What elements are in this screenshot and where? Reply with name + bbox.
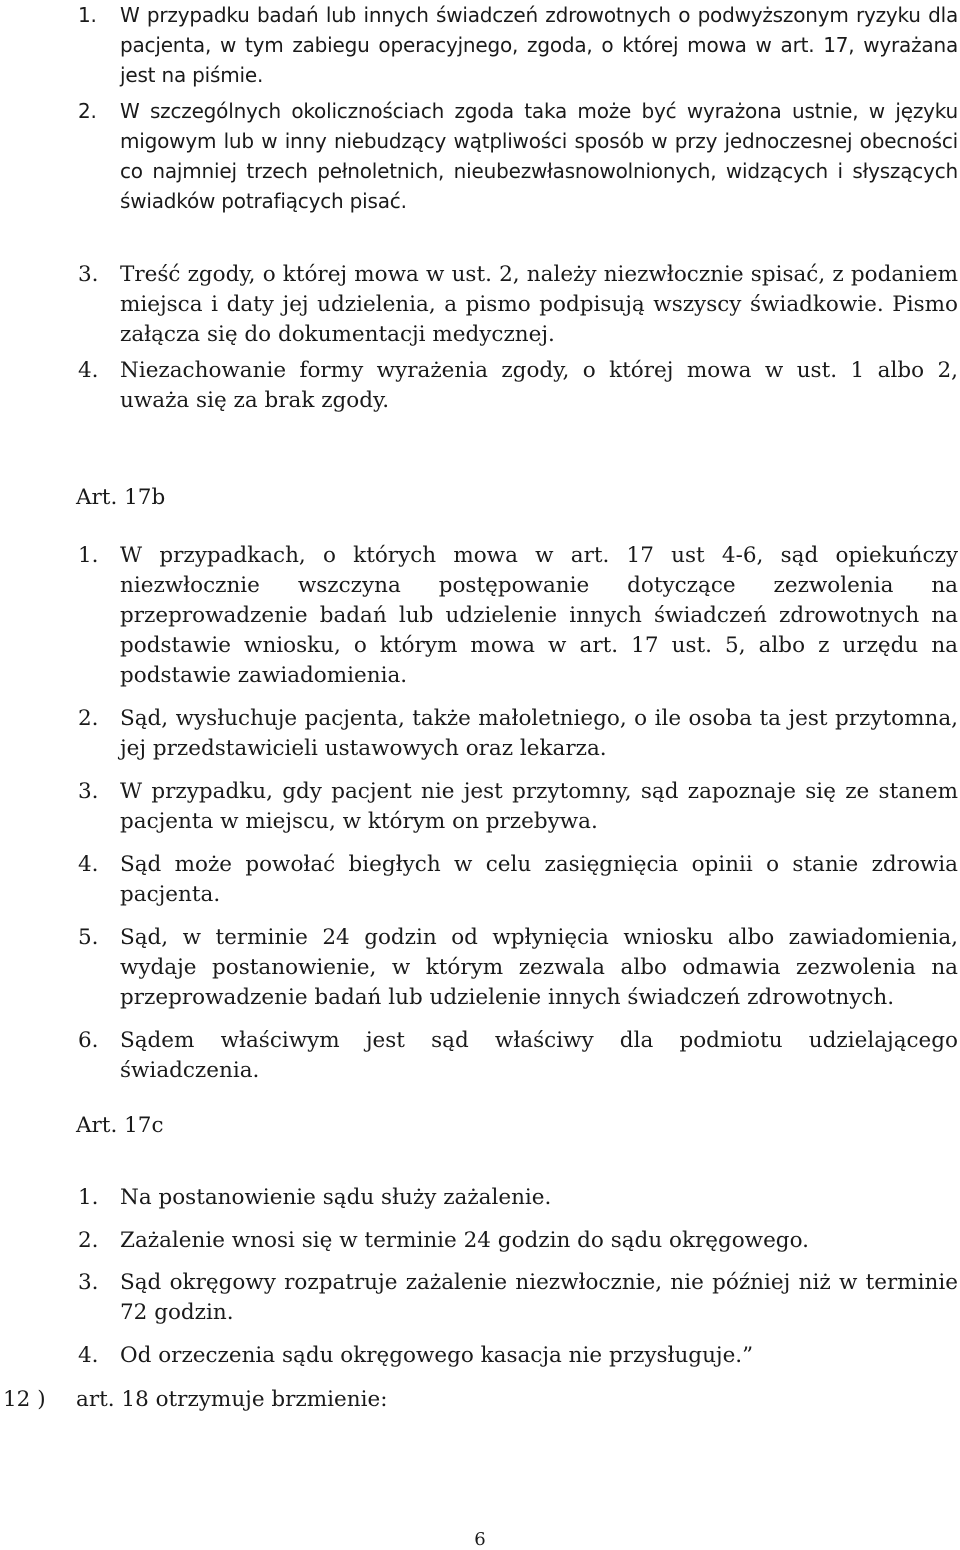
article-17c-heading: Art. 17c — [76, 1113, 164, 1138]
item-text: Zażalenie wnosi się w terminie 24 godzin do sądu okręgowego. — [120, 1228, 809, 1253]
item-text: Na postanowienie sądu służy zażalenie. — [120, 1185, 552, 1210]
list-item — [0, 1183, 960, 1213]
list-item — [0, 850, 960, 910]
list-item — [0, 260, 960, 350]
item-number: 2. — [78, 1228, 99, 1253]
item-text: W przypadkach, o których mowa w art. 17 ust 4-6, sąd opiekuńczy niezwłocznie wszczyna postępowanie dotyczące zezwolenia na przeprowadzenie badań lub udzielenie innych świadczeń zdrowotnych na podstawie wniosku, o którym mowa w art. 17 ust. 5, albo z urzędu na podstawie zawiadomienia. — [120, 543, 958, 688]
item-number: 1. — [78, 543, 99, 568]
list-item — [0, 541, 960, 691]
item-number: 4. — [78, 852, 99, 877]
amendment-text: art. 18 otrzymuje brzmienie: — [76, 1387, 388, 1412]
item-number: 1. — [78, 3, 97, 27]
list-item — [0, 0, 960, 90]
list-item — [0, 1341, 960, 1371]
item-number: 3. — [78, 779, 99, 804]
item-text: Sąd okręgowy rozpatruje zażalenie niezwłocznie, nie później niż w terminie 72 godzin. — [120, 1270, 958, 1325]
item-number: 3. — [78, 262, 99, 287]
list-item — [0, 356, 960, 416]
item-text: Sąd może powołać biegłych w celu zasięgnięcia opinii o stanie zdrowia pacjenta. — [120, 852, 958, 907]
item-text: Sąd, wysłuchuje pacjenta, także małoletniego, o ile osoba ta jest przytomna, jej przedstawicieli ustawowych oraz lekarza. — [120, 706, 958, 761]
item-number: 2. — [78, 706, 99, 731]
item-text: W przypadku badań lub innych świadczeń zdrowotnych o podwyższonym ryzyku dla pacjenta, w tym zabiegu operacyjnego, zgoda, o której mowa w art. 17, wyrażana jest na piśmie. — [120, 3, 958, 87]
item-text: Sąd, w terminie 24 godzin od wpłynięcia wniosku albo zawiadomienia, wydaje postanowienie, w którym zezwala albo odmawia zezwolenia na przeprowadzenie badań lub udzielenie innych świadczeń zdrowotnych. — [120, 925, 958, 1010]
list-item — [0, 923, 960, 1013]
amendment-number: 12 ) — [3, 1387, 46, 1412]
list-item — [0, 96, 960, 256]
section-a-list — [0, 0, 960, 416]
article-17b-list — [0, 541, 960, 1086]
list-item — [0, 777, 960, 837]
list-item — [0, 1226, 960, 1256]
item-text: Treść zgody, o której mowa w ust. 2, należy niezwłocznie spisać, z podaniem miejsca i daty jej udzielenia, a pismo podpisują wszyscy świadkowie. Pismo załącza się do dokumentacji medycznej. — [120, 262, 958, 347]
page-number: 6 — [474, 1529, 486, 1550]
item-text: W przypadku, gdy pacjent nie jest przytomny, sąd zapoznaje się ze stanem pacjenta w miejscu, w którym on przebywa. — [120, 779, 958, 834]
item-number: 6. — [78, 1028, 99, 1053]
list-item — [0, 1026, 960, 1086]
item-number: 4. — [78, 358, 99, 383]
item-number: 4. — [78, 1343, 99, 1368]
item-number: 5. — [78, 925, 99, 950]
item-number: 3. — [78, 1270, 99, 1295]
list-item — [0, 704, 960, 764]
item-text: Niezachowanie formy wyrażenia zgody, o której mowa w ust. 1 albo 2, uważa się za brak zgody. — [120, 358, 958, 413]
item-number: 1. — [78, 1185, 99, 1210]
item-number: 2. — [78, 99, 97, 123]
item-text: Od orzeczenia sądu okręgowego kasacja nie przysługuje.” — [120, 1343, 754, 1368]
article-17c-list — [0, 1183, 960, 1371]
article-17b-heading: Art. 17b — [76, 485, 166, 510]
item-text: W szczególnych okolicznościach zgoda taka może być wyrażona ustnie, w języku migowym lub w inny niebudzący wątpliwości sposób w przy jednoczesnej obecności co najmniej trzech pełnoletnich, nieubezwłasnowolnionych, widzących i słyszących świadków potrafiących pisać. — [120, 99, 958, 213]
list-item — [0, 1268, 960, 1328]
item-text: Sądem właściwym jest sąd właściwy dla podmiotu udzielającego świadczenia. — [120, 1028, 958, 1083]
